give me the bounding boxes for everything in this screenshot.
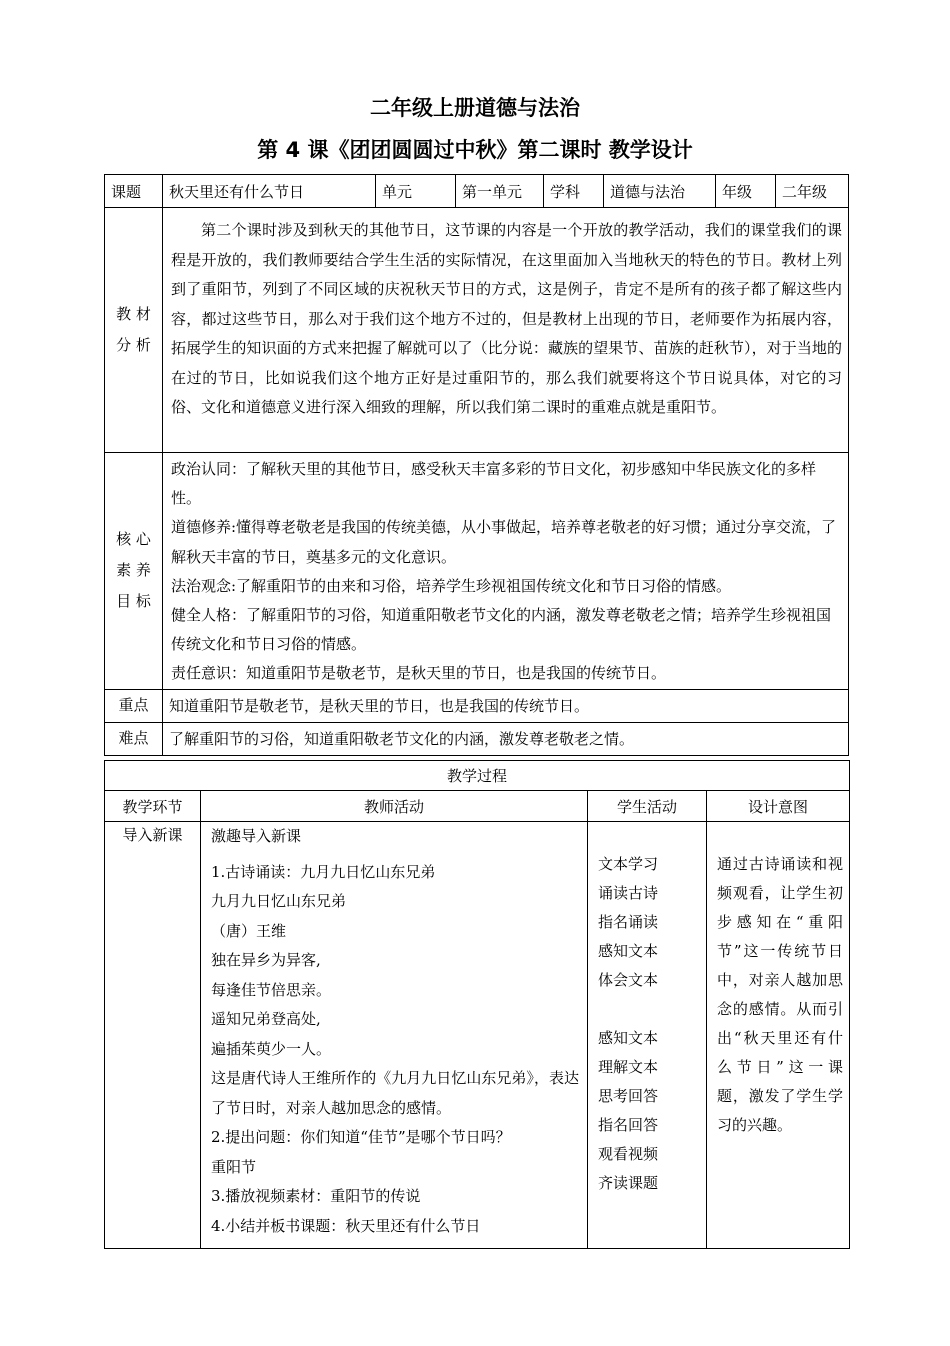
key-point-label: 重点 <box>105 689 163 722</box>
student-line: 文本学习 <box>598 855 659 873</box>
difficult-point-text: 了解重阳节的习俗，知道重阳敬老节文化的内涵，激发尊老敬老之情。 <box>163 722 849 755</box>
process-row-intro <box>105 822 850 1249</box>
student-line: 齐读课题 <box>598 1174 659 1192</box>
lesson-title: 第 4 课《团团圆圆过中秋》第二课时 教学设计 <box>257 138 693 162</box>
topic-label: 课题 <box>105 175 163 208</box>
col-teacher: 教师活动 <box>201 791 588 822</box>
goal-political: 政治认同：了解秋天里的其他节日，感受秋天丰富多彩的节日文化，初步感知中华民族文化的多样性。 <box>171 460 817 508</box>
teacher-line: 3.播放视频素材：重阳节的传说 <box>211 1187 421 1205</box>
process-heading: 教学过程 <box>105 761 850 791</box>
student-line: 思考回答 <box>598 1087 659 1105</box>
key-point-row <box>105 689 849 722</box>
literacy-goals <box>163 453 849 690</box>
teacher-line: 每逢佳节倍思亲。 <box>211 980 332 999</box>
goal-law: 法治观念:了解重阳节的由来和习俗，培养学生珍视祖国传统文化和节日习俗的情感。 <box>171 576 732 595</box>
student-line: 体会文本 <box>598 971 659 989</box>
student-line: 感知文本 <box>598 942 659 960</box>
student-line: 诵读古诗 <box>598 884 659 902</box>
literacy-label: 核 心 素 养 目 标 <box>105 453 163 690</box>
literacy-row <box>105 453 849 690</box>
goal-moral: 道德修养:懂得尊老敬老是我国的传统美德，从小事做起，培养尊老敬老的好习惯；通过分享交流，了解秋天丰富的节日，奠基多元的文化意识。 <box>171 518 837 566</box>
info-row <box>105 175 849 208</box>
teacher-line: 遍插茱萸少一人。 <box>211 1039 332 1058</box>
teacher-line: 独在异乡为异客, <box>211 951 321 969</box>
unit-label: 单元 <box>376 175 456 208</box>
stage-name: 导入新课 <box>105 822 201 1249</box>
col-student: 学生活动 <box>588 791 707 822</box>
teacher-line: 激趣导入新课 <box>211 827 302 845</box>
student-line: 感知文本 <box>598 1029 659 1047</box>
topic-value: 秋天里还有什么节日 <box>163 175 376 208</box>
key-point-text: 知道重阳节是敬老节，是秋天里的节日，也是我国的传统节日。 <box>163 689 849 722</box>
analysis-label: 教 材 分 析 <box>105 208 163 453</box>
teacher-line: （唐）王维 <box>211 921 287 940</box>
difficult-point-label: 难点 <box>105 722 163 755</box>
goal-personality: 健全人格：了解重阳节的习俗，知道重阳敬老节文化的内涵，激发尊老敬老之情；培养学生珍视祖国传统文化和节日习俗的情感。 <box>171 606 832 654</box>
process-heading-row <box>105 761 850 791</box>
teacher-line: 这是唐代诗人王维所作的《九月九日忆山东兄弟》，表达了节日时，对亲人越加思念的感情。 <box>211 1069 579 1117</box>
student-activity <box>588 822 707 1249</box>
subject-label: 学科 <box>544 175 604 208</box>
subject-value: 道德与法治 <box>604 175 716 208</box>
teacher-line: 4.小结并板书课题：秋天里还有什么节日 <box>211 1216 481 1235</box>
goal-responsibility: 责任意识：知道重阳节是敬老节，是秋天里的节日，也是我国的传统节日。 <box>171 664 667 683</box>
grade-value: 二年级 <box>776 175 849 208</box>
student-line: 理解文本 <box>598 1058 659 1076</box>
teacher-line: 2.提出问题：你们知道“佳节”是哪个节日吗？ <box>211 1128 511 1146</box>
analysis-row <box>105 208 849 453</box>
student-line: 指名诵读 <box>598 913 659 931</box>
difficult-point-row <box>105 722 849 755</box>
analysis-text: 第二个课时涉及到秋天的其他节日，这节课的内容是一个开放的教学活动，我们的课堂我们的课程是开放的，我们教师要结合学生生活的实际情况，在这里面加入当地秋天的特色的节日。教材上列到了重阳节，列到了不同区域的庆祝秋天节日的方式，这是例子，肯定不是所有的孩子都了解这些内容，都过这些节日，那么对于我们这个地方不过的，但是教材上出现的节日，老师要作为拓展内容，拓展学生的知识面的方式来把握了解就可以了（比分说：藏族的望果节、苗族的赶秋节），对于当地的在过的节日，比如说我们这个地方正好是过重阳节的，那么我们就要将这个节日说具体，对它的习俗、文化和道德意义进行深入细致的理解，所以我们第二课时的重难点就是重阳节。 <box>163 208 849 453</box>
design-intent: 通过古诗诵读和视频观看，让学生初步感知在“重阳节”这一传统节日中，对亲人越加思念的感情。从而引出“秋天里还有什么节日”这一课题，激发了学生学习的兴趣。 <box>707 822 850 1249</box>
teaching-process-table <box>104 760 850 1249</box>
doc-title: 二年级上册道德与法治 <box>370 96 580 120</box>
student-line: 观看视频 <box>598 1145 659 1163</box>
student-line: 指名回答 <box>598 1116 659 1134</box>
grade-label: 年级 <box>716 175 776 208</box>
col-stage: 教学环节 <box>105 791 201 822</box>
teacher-line: 九月九日忆山东兄弟 <box>211 892 347 910</box>
col-intent: 设计意图 <box>707 791 850 822</box>
process-columns-row <box>105 791 850 822</box>
teacher-line: 重阳节 <box>211 1157 257 1176</box>
teacher-line: 1.古诗诵读：九月九日忆山东兄弟 <box>211 862 436 881</box>
teacher-line: 遥知兄弟登高处, <box>211 1010 321 1028</box>
unit-value: 第一单元 <box>456 175 544 208</box>
lesson-info-table <box>104 174 849 756</box>
teacher-activity <box>201 822 588 1249</box>
